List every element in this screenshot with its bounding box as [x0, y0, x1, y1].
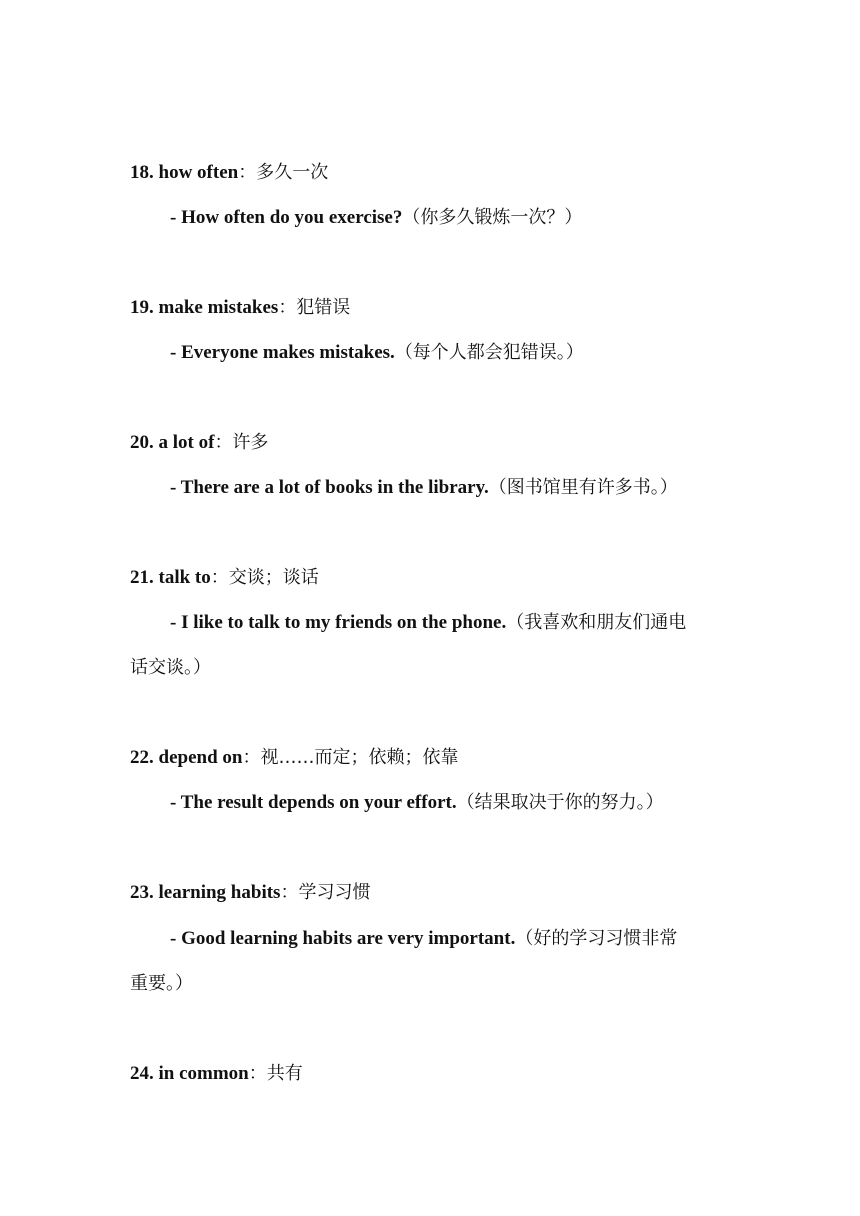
term-chinese: ：视……而定；依赖；依靠 — [242, 747, 459, 768]
example-chinese: （好的学习习惯非常 — [515, 928, 678, 949]
term-chinese: ：学习习惯 — [280, 882, 371, 903]
example-sentence — [170, 339, 584, 366]
example-sentence — [170, 925, 677, 952]
example-continuation — [130, 654, 211, 681]
example-continuation — [130, 970, 193, 997]
vocab-term — [130, 744, 458, 771]
term-english: 23. learning habits — [130, 882, 281, 903]
example-chinese: （每个人都会犯错误。） — [394, 342, 584, 363]
example-sentence — [170, 609, 686, 636]
example-chinese: （图书馆里有许多书。） — [488, 477, 678, 498]
vocab-term — [130, 1060, 303, 1087]
term-english: 18. how often — [130, 162, 239, 183]
example-sentence — [170, 204, 582, 231]
example-chinese: （我喜欢和朋友们通电 — [506, 612, 687, 633]
vocab-term — [130, 879, 370, 906]
example-english: - The result depends on your effort. — [170, 792, 457, 813]
example-sentence — [170, 789, 664, 816]
vocab-term — [130, 294, 350, 321]
example-english: - I like to talk to my friends on the phone. — [170, 612, 507, 633]
example-english: - There are a lot of books in the library. — [170, 477, 489, 498]
vocab-term — [130, 429, 268, 456]
term-english: 20. a lot of — [130, 432, 215, 453]
example-chinese: （结果取决于你的努力。） — [456, 792, 664, 813]
example-chinese: （你多久锻炼一次？） — [402, 207, 583, 228]
term-chinese: ：交谈；谈话 — [210, 567, 319, 588]
term-english: 24. in common — [130, 1063, 249, 1084]
example-chinese-continued: 重要。） — [130, 973, 193, 994]
term-chinese: ：多久一次 — [238, 162, 329, 183]
example-english: - How often do you exercise? — [170, 207, 403, 228]
term-english: 19. make mistakes — [130, 297, 279, 318]
term-english: 22. depend on — [130, 747, 243, 768]
term-chinese: ：犯错误 — [278, 297, 351, 318]
example-chinese-continued: 话交谈。） — [130, 657, 211, 678]
example-english: - Good learning habits are very important. — [170, 928, 516, 949]
term-english: 21. talk to — [130, 567, 211, 588]
term-chinese: ：许多 — [214, 432, 269, 453]
vocab-term — [130, 159, 328, 186]
example-sentence — [170, 474, 678, 501]
example-english: - Everyone makes mistakes. — [170, 342, 395, 363]
term-chinese: ：共有 — [248, 1063, 303, 1084]
vocab-term — [130, 564, 319, 591]
